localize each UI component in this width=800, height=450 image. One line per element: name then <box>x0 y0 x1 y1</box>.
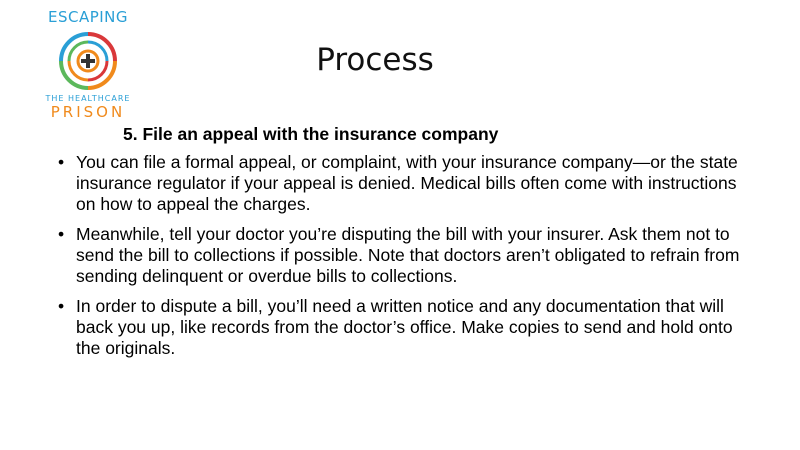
bullet-text: Meanwhile, tell your doctor you’re disputing the bill with your insurer. Ask them not to send the bill to collections if possible. Note that doctors aren’t obligated to refrain from sending delinquent or overdue bills to collections. <box>76 224 740 286</box>
bullet-dot-icon: • <box>58 152 65 172</box>
escaping-healthcare-prison-logo <box>40 8 136 121</box>
bullet-text: You can file a formal appeal, or complaint, with your insurance company—or the state insurance regulator if your appeal is denied. Medical bills often come with instructions on how to appeal the charges. <box>76 152 738 214</box>
bullet-list <box>58 152 758 368</box>
logo-emblem-icon <box>56 30 120 92</box>
step-subheading: 5. File an appeal with the insurance company <box>123 124 499 144</box>
bullet-text: In order to dispute a bill, you’ll need a written notice and any documentation that will back you up, like records from the doctor’s office. Make copies to send and hold onto the originals. <box>76 296 733 358</box>
bullet-item <box>58 152 758 215</box>
bullet-dot-icon: • <box>58 296 65 316</box>
bullet-item <box>58 224 758 287</box>
bullet-dot-icon: • <box>58 224 65 244</box>
logo-sub-text: THE HEALTHCARE <box>45 94 131 103</box>
logo-top-text: ESCAPING <box>47 8 129 26</box>
slide-title: Process <box>316 42 434 78</box>
bullet-item <box>58 296 758 359</box>
logo-bottom-text: PRISON <box>50 103 126 121</box>
